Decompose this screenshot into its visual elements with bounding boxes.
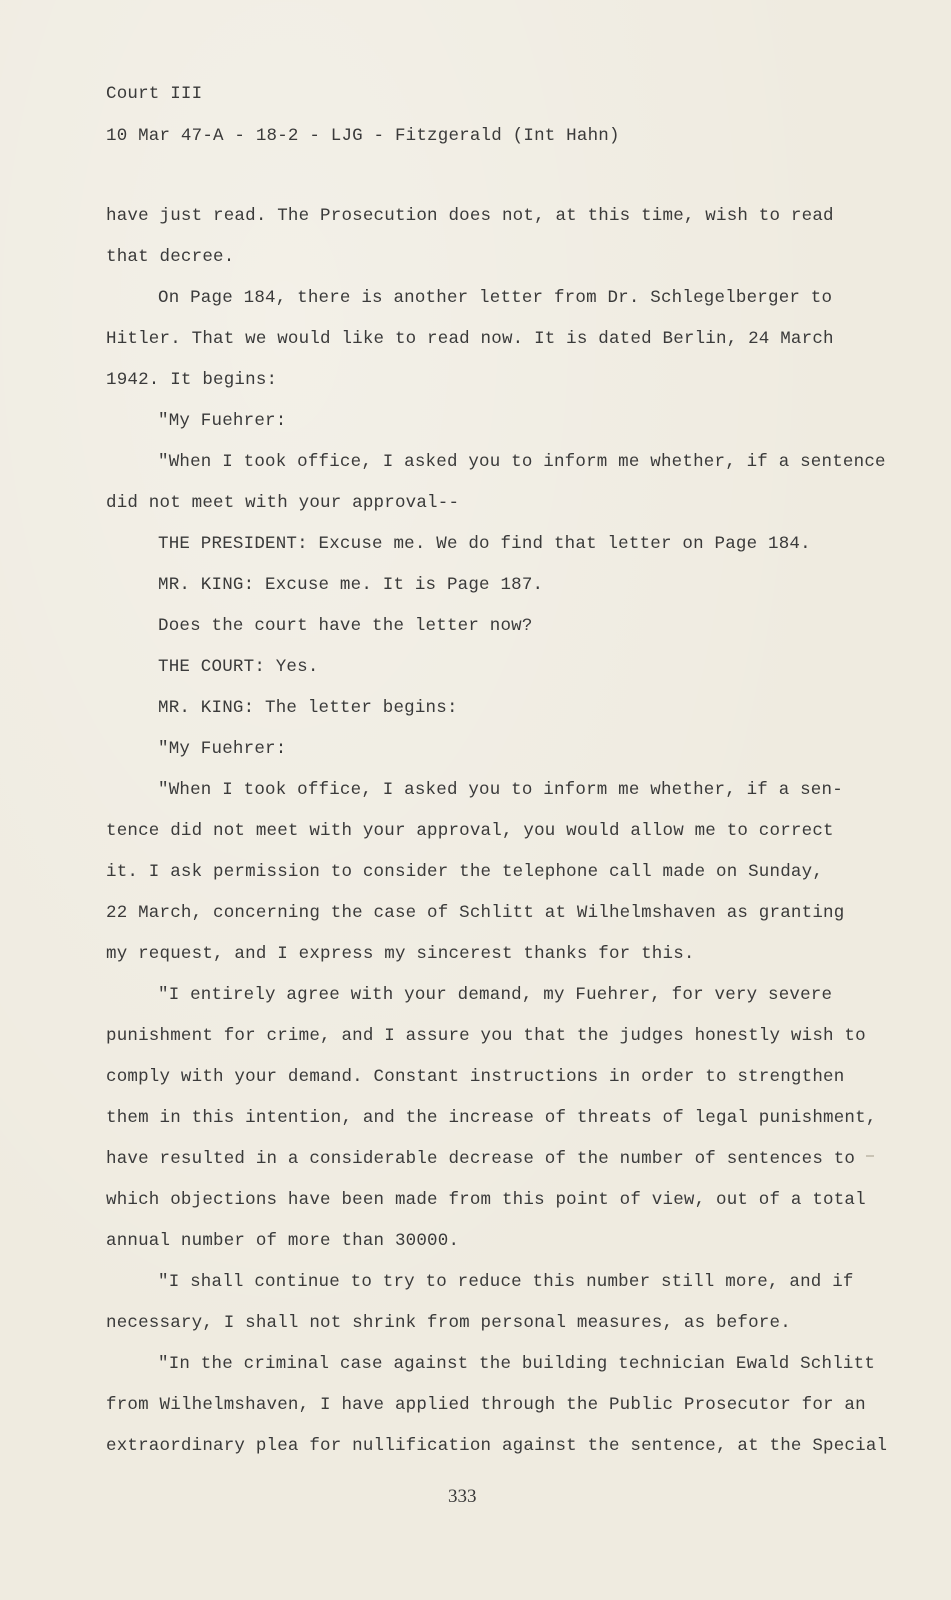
- text-line: them in this intention, and the increase of threats of legal punishment,: [106, 1108, 877, 1128]
- text-line: Hitler. That we would like to read now. It is dated Berlin, 24 March: [106, 329, 834, 349]
- court-label: Court III: [106, 84, 203, 104]
- text-line: "I entirely agree with your demand, my Fuehrer, for very severe: [158, 985, 833, 1005]
- text-line: 1942. It begins:: [106, 370, 278, 390]
- text-line: which objections have been made from this point of view, out of a total: [106, 1190, 866, 1210]
- text-line: "In the criminal case against the building technician Ewald Schlitt: [158, 1354, 876, 1374]
- text-line: have resulted in a considerable decrease of the number of sentences to: [106, 1149, 856, 1169]
- text-line: Does the court have the letter now?: [158, 616, 533, 636]
- text-line: THE PRESIDENT: Excuse me. We do find that letter on Page 184.: [158, 534, 811, 554]
- text-line: extraordinary plea for nullification against the sentence, at the Special: [106, 1436, 888, 1456]
- text-line: annual number of more than 30000.: [106, 1231, 460, 1251]
- paper-mark: [866, 1155, 874, 1157]
- page-number: 333: [448, 1486, 477, 1507]
- text-line: from Wilhelmshaven, I have applied through the Public Prosecutor for an: [106, 1395, 866, 1415]
- text-line: necessary, I shall not shrink from personal measures, as before.: [106, 1313, 791, 1333]
- text-line: THE COURT: Yes.: [158, 657, 319, 677]
- text-line: punishment for crime, and I assure you that the judges honestly wish to: [106, 1026, 866, 1046]
- text-line: "My Fuehrer:: [158, 739, 287, 759]
- text-line: comply with your demand. Constant instructions in order to strengthen: [106, 1067, 845, 1087]
- text-line: "My Fuehrer:: [158, 411, 287, 431]
- text-line: have just read. The Prosecution does not, at this time, wish to read: [106, 206, 834, 226]
- text-line: 22 March, concerning the case of Schlitt at Wilhelmshaven as granting: [106, 903, 845, 923]
- text-line: MR. KING: The letter begins:: [158, 698, 458, 718]
- text-line: "When I took office, I asked you to inform me whether, if a sentence: [158, 452, 886, 472]
- text-line: tence did not meet with your approval, you would allow me to correct: [106, 821, 834, 841]
- text-line: On Page 184, there is another letter from Dr. Schlegelberger to: [158, 288, 833, 308]
- text-line: that decree.: [106, 247, 235, 267]
- session-reference: 10 Mar 47-A - 18-2 - LJG - Fitzgerald (Int Hahn): [106, 126, 620, 146]
- text-line: MR. KING: Excuse me. It is Page 187.: [158, 575, 544, 595]
- text-line: my request, and I express my sincerest thanks for this.: [106, 944, 695, 964]
- text-line: did not meet with your approval--: [106, 493, 460, 513]
- text-line: it. I ask permission to consider the telephone call made on Sunday,: [106, 862, 824, 882]
- text-line: "I shall continue to try to reduce this number still more, and if: [158, 1272, 854, 1292]
- text-line: "When I took office, I asked you to inform me whether, if a sen-: [158, 780, 843, 800]
